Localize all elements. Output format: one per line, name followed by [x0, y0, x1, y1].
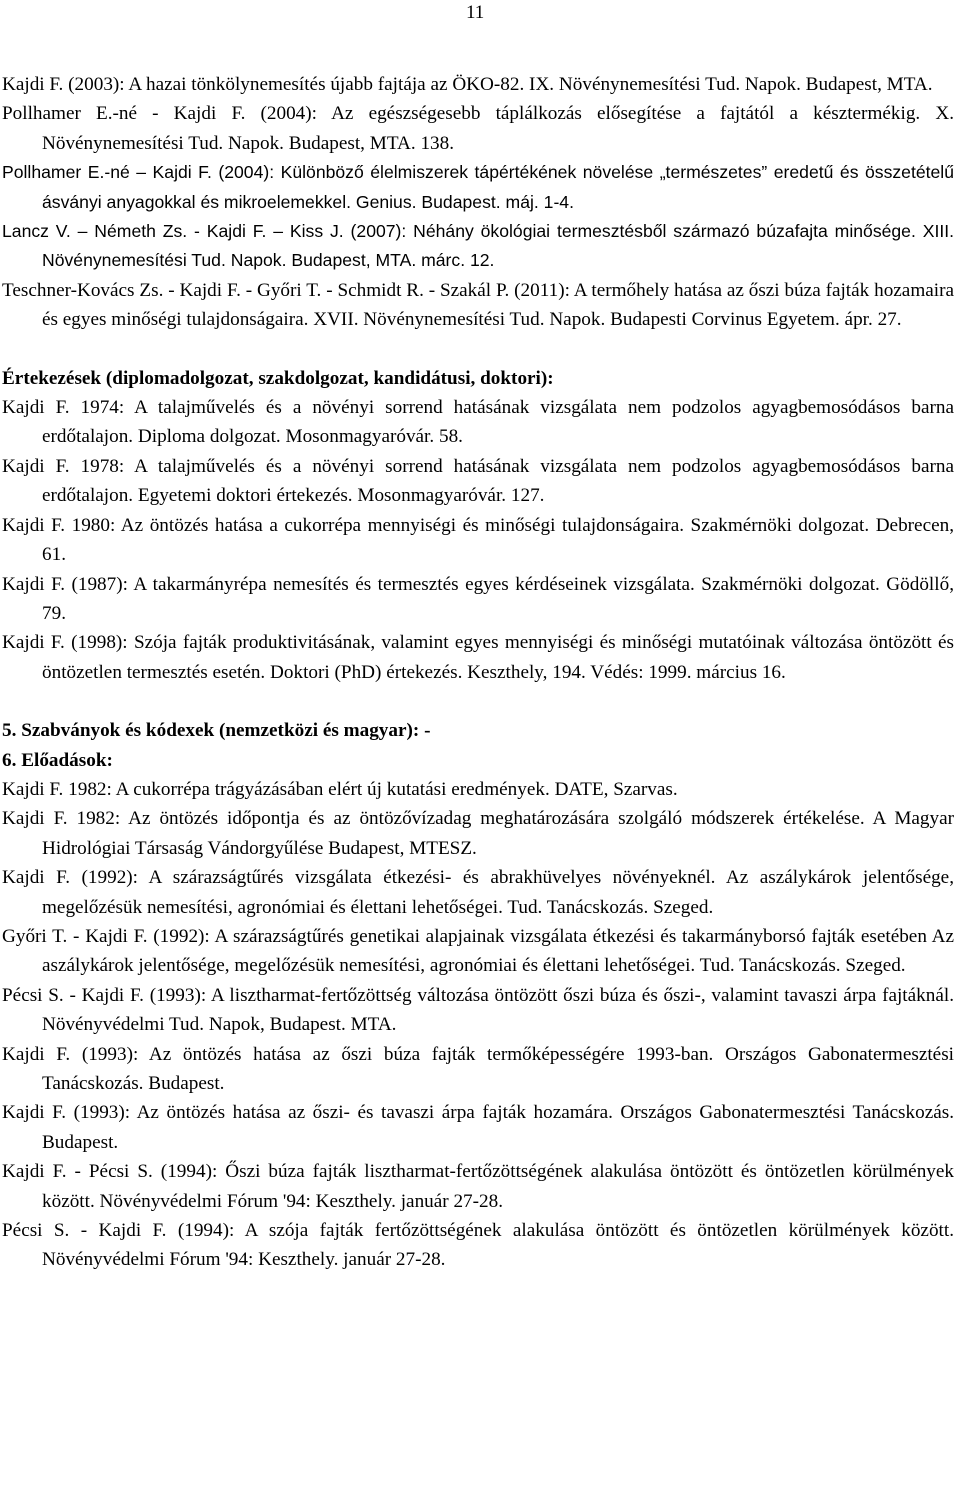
lecture-entry: Kajdi F. (1993): Az öntözés hatása az őszi búza fajták termőképességére 1993-ban. Országos Gabonatermesztési Tanácskozás. Budapest. — [2, 1043, 954, 1094]
reference-entry: Teschner-Kovács Zs. - Kajdi F. - Győri T. - Schmidt R. - Szakál P. (2011): A termőhely hatása az őszi búza fajták hozamaira és egyes minőségi tulajdonságaira. XVII. Növénynemesítési Tud. Napok. Budapesti Corvinus Egyetem. ápr. 27. — [2, 279, 954, 331]
reference-entry: Pollhamer E.-né – Kajdi F. (2004): Különböző élelmiszerek tápértékének növelése „természetes” eredetű és összetételű ásványi anyagokkal és mikroelemekkel. Genius. Budapest. máj. 1-4. — [2, 162, 954, 212]
thesis-entry: Kajdi F. 1978: A talajművelés és a növényi sorrend hatásának vizsgálata nem podzolos agyagbemosódásos barna erdőtalajon. Egyetemi doktori értekezés. Mosonmagyaróvár. 127. — [2, 455, 954, 507]
page-number: 11 — [466, 2, 485, 23]
reference-entry: Pollhamer E.-né - Kajdi F. (2004): Az egészségesebb táplálkozás elősegítése a fajtától a késztermékig. X. Növénynemesítési Tud. Napok. Budapest, MTA. 138. — [2, 103, 954, 154]
reference-entry: Lancz V. – Németh Zs. - Kajdi F. – Kiss J. (2007): Néhány ökológiai termesztésből származó búzafajta minősége. XIII. Növénynemesítési Tud. Napok. Budapest, MTA. márc. 12. — [2, 221, 954, 271]
lecture-entry: Kajdi F. 1982: A cukorrépa trágyázásában elért új kutatási eredmények. DATE, Szarvas. — [2, 778, 678, 800]
standards-heading: 5. Szabványok és kódexek (nemzetközi és magyar): - — [2, 720, 431, 742]
lecture-entry: Pécsi S. - Kajdi F. (1994): A szója fajták fertőzöttségének alakulása öntözött és öntözetlen körülmények között. Növényvédelmi Fórum '94: Keszthely. január 27-28. — [2, 1220, 954, 1271]
lecture-entry: Kajdi F. 1982: Az öntözés időpontja és az öntözővízadag meghatározására szolgáló módszerek értékelése. A Magyar Hidrológiai Társaság Vándorgyűlése Budapest, MTESZ. — [2, 808, 954, 859]
section-spacer — [2, 335, 954, 364]
lecture-entry: Győri T. - Kajdi F. (1992): A szárazságtűrés genetikai alapjainak vizsgálata étkezési és takarmányborsó fajták esetében Az aszálykárok jelentősége, megelőzésük nemesítési, agronómiai és élettani lehetőségei. Tud. Tanácskozás. Szeged. — [2, 925, 954, 977]
lecture-entry: Kajdi F. (1993): Az öntözés hatása az őszi- és tavaszi árpa fajták hozamára. Országos Gabonatermesztési Tanácskozás. Budapest. — [2, 1102, 954, 1153]
theses-heading: Értekezések (diplomadolgozat, szakdolgozat, kandidátusi, doktori): — [2, 367, 554, 389]
page-content — [2, 70, 954, 1275]
thesis-entry: Kajdi F. (1998): Szója fajták produktivitásának, valamint egyes mennyiségi és minőségi mutatóinak változása öntözött és öntözetlen termesztés esetén. Doktori (PhD) értekezés. Keszthely, 194. Védés: 1999. március 16. — [2, 632, 954, 683]
lecture-entry: Kajdi F. - Pécsi S. (1994): Őszi búza fajták lisztharmat-fertőzöttségének alakulása öntözött és öntözetlen körülmények között. Növényvédelmi Fórum '94: Keszthely. január 27-28. — [2, 1161, 954, 1212]
reference-entry: Kajdi F. (2003): A hazai tönkölynemesítés újabb fajtája az ÖKO-82. IX. Növénynemesítési Tud. Napok. Budapest, MTA. — [2, 74, 933, 95]
lectures-heading: 6. Előadások: — [2, 749, 113, 771]
section-spacer — [2, 687, 954, 716]
thesis-entry: Kajdi F. (1987): A takarmányrépa nemesítés és termesztés egyes kérdéseinek vizsgálata. Szakmérnöki dolgozat. Gödöllő, 79. — [2, 573, 954, 624]
thesis-entry: Kajdi F. 1980: Az öntözés hatása a cukorrépa mennyiségi és minőségi tulajdonságaira. Szakmérnöki dolgozat. Debrecen, 61. — [2, 514, 954, 566]
thesis-entry: Kajdi F. 1974: A talajművelés és a növényi sorrend hatásának vizsgálata nem podzolos agyagbemosódásos barna erdőtalajon. Diploma dolgozat. Mosonmagyaróvár. 58. — [2, 397, 954, 448]
lecture-entry: Pécsi S. - Kajdi F. (1993): A lisztharmat-fertőzöttség változása öntözött őszi búza és őszi-, valamint tavaszi árpa fajtáknál. Növényvédelmi Tud. Napok, Budapest. MTA. — [2, 984, 954, 1036]
lecture-entry: Kajdi F. (1992): A szárazságtűrés vizsgálata étkezési- és abrakhüvelyes növényeknél. Az aszálykárok jelentősége, megelőzésük nemesítési, agronómiai és élettani lehetőségei. Tud. Tanácskozás. Szeged. — [2, 867, 954, 918]
